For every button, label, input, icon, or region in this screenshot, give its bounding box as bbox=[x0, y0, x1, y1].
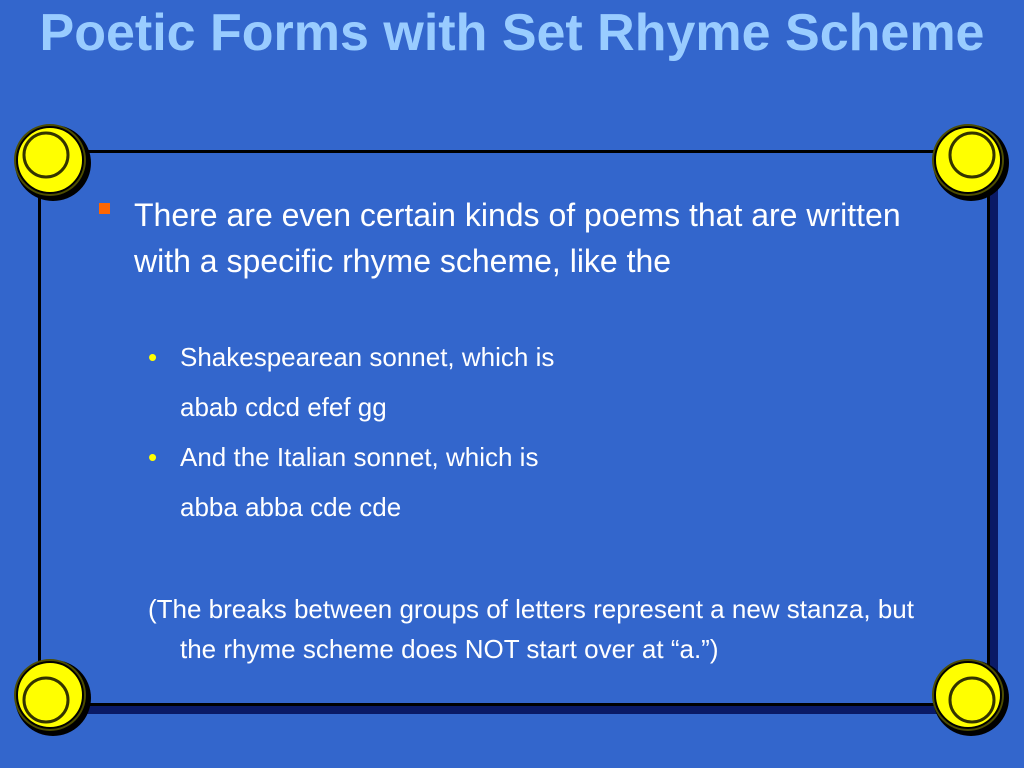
bullet-dot-icon: • bbox=[148, 342, 158, 372]
square-bullet-icon bbox=[99, 203, 110, 214]
rhyme-scheme-shakespearean: abab cdcd efef gg bbox=[180, 392, 387, 422]
bullet-dot-icon: • bbox=[148, 442, 158, 472]
sub-bullet-shakespearean: Shakespearean sonnet, which is bbox=[180, 342, 555, 372]
main-bullet-text: There are even certain kinds of poems that are written with a specific rhyme scheme, like the bbox=[134, 197, 901, 279]
rhyme-scheme-italian: abba abba cde cde bbox=[180, 492, 402, 522]
stanza-note: (The breaks between groups of letters represent a new stanza, but the rhyme scheme does NOT start over at “a.”) bbox=[148, 594, 914, 664]
slide-title: Poetic Forms with Set Rhyme Scheme bbox=[39, 4, 985, 62]
sub-bullet-italian: And the Italian sonnet, which is bbox=[180, 442, 539, 472]
